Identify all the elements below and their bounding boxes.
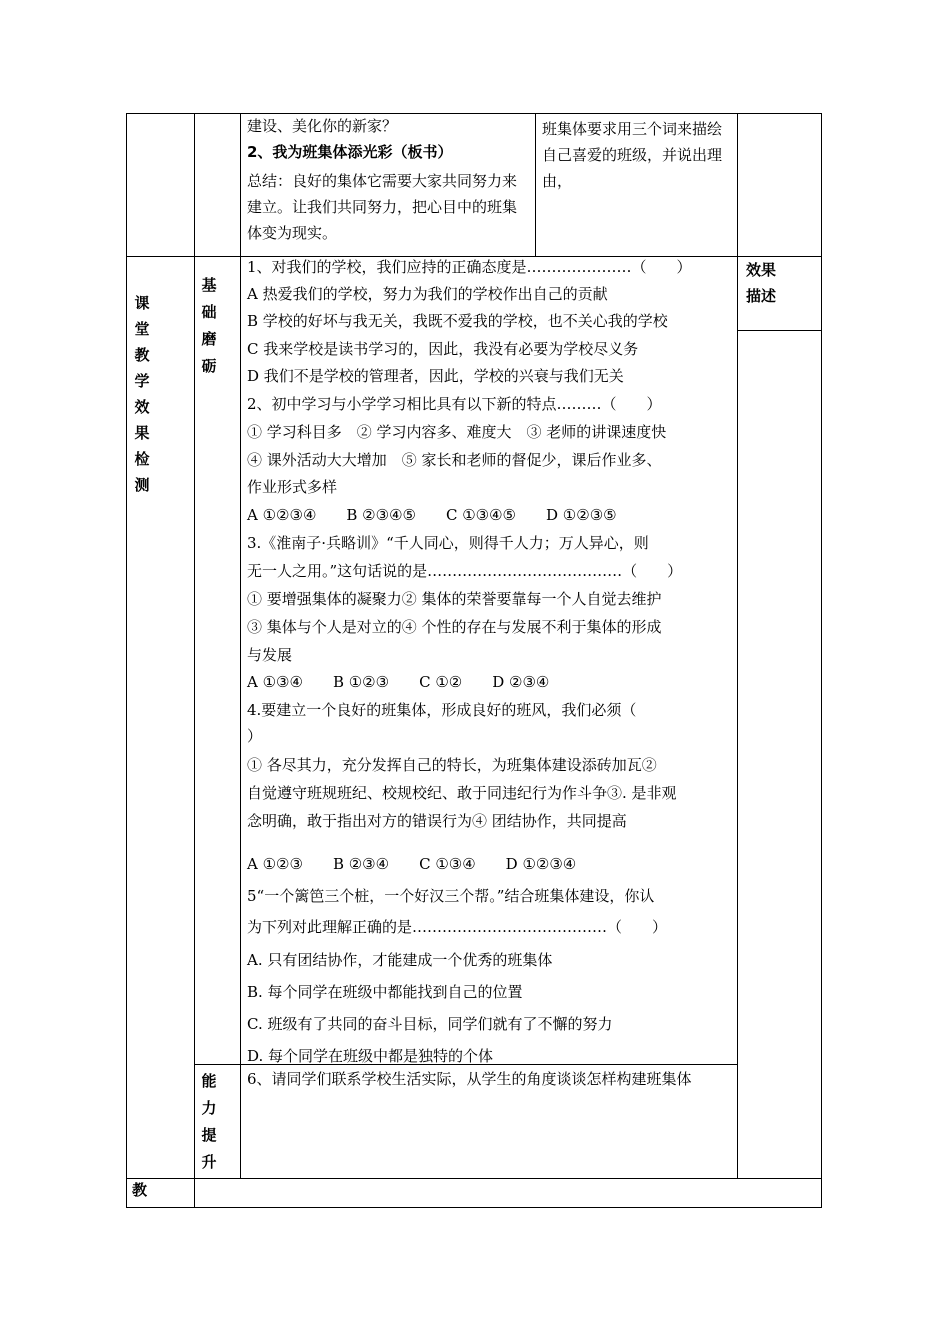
- q1-stem: 1、对我们的学校，我们应持的正确态度是…………………（ ）: [247, 258, 692, 276]
- q3-options: A ①③④ B ①②③ C ①② D ②③④: [247, 673, 550, 691]
- q5-option-c: C. 班级有了共同的奋斗目标，同学们就有了不懈的努力: [247, 1015, 613, 1033]
- q2-options: A ①②③④ B ②③④⑤ C ①③④⑤ D ①②③⑤: [247, 506, 617, 524]
- q3-line-2: 无一人之用。”这句话说的是…………………………………（ ）: [247, 562, 683, 580]
- table-top-border: [126, 113, 821, 114]
- effect-label-divider: [737, 330, 821, 331]
- q1-option-c: C 我来学校是读书学习的，因此，我没有必要为学校尽义务: [247, 340, 639, 358]
- q4-line-2: ）: [247, 727, 263, 745]
- q6-text: 6、请同学们联系学校生活实际，从学生的角度谈谈怎样构建班集体: [247, 1070, 692, 1088]
- table-left-border: [126, 113, 127, 1208]
- q4-line-4: 自觉遵守班规班纪、校规校纪、敢于同违纪行为作斗争③. 是非观: [247, 784, 677, 802]
- top-content-line: 建设、美化你的新家？: [247, 117, 398, 135]
- q2-line-2: ④ 课外活动大大增加 ⑤ 家长和老师的督促少，课后作业多、: [247, 451, 662, 469]
- q2-line-3: 作业形式多样: [247, 478, 338, 496]
- q5-option-a: A. 只有团结协作，才能建成一个优秀的班集体: [247, 951, 553, 969]
- q3-line-3: ① 要增强集体的凝聚力② 集体的荣誉要靠每一个人自觉去维护: [247, 590, 662, 608]
- table-right-border: [821, 113, 822, 1208]
- effect-label: 效果描述: [746, 261, 777, 305]
- q3-line-1: 3.《淮南子·兵略训》“千人同心，则得千人力；万人异心，则: [247, 534, 649, 552]
- q5-line-1: 5“一个篱笆三个桩，一个好汉三个帮。”结合班集体建设，你认: [247, 887, 655, 905]
- summary-text: 总结：良好的集体它需要大家共同努力来建立。让我们共同努力，把心目中的班集体变为现实。: [247, 172, 518, 242]
- q4-line-1: 4.要建立一个良好的班集体，形成良好的班风，我们必须（: [247, 701, 637, 719]
- q3-line-5: 与发展: [247, 646, 293, 664]
- q5-option-d: D. 每个同学在班级中都是独特的个体: [247, 1047, 494, 1065]
- col-divider-1: [194, 113, 195, 1208]
- q1-option-d: D 我们不是学校的管理者，因此，学校的兴衰与我们无关: [247, 367, 624, 385]
- row-divider-teach: [126, 1178, 821, 1179]
- basic-label: 基础磨砺: [201, 276, 217, 375]
- col-divider-4: [737, 113, 738, 1178]
- q5-option-b: B. 每个同学在班级中都能找到自己的位置: [247, 983, 523, 1001]
- q5-line-2: 为下列对此理解正确的是…………………………………（ ）: [247, 918, 668, 936]
- q2-stem: 2、初中学习与小学学习相比具有以下新的特点………（ ）: [247, 395, 662, 413]
- teach-label: 教: [132, 1181, 148, 1199]
- board-heading: 2、我为班集体添光彩（板书）: [247, 143, 453, 161]
- ability-label: 能力提升: [201, 1072, 217, 1171]
- section-label: 课堂教学效果检测: [134, 294, 150, 494]
- q1-option-b: B 学校的好坏与我无关，我既不爱我的学校，也不关心我的学校: [247, 312, 668, 330]
- q2-line-1: ① 学习科目多 ② 学习内容多、难度大 ③ 老师的讲课速度快: [247, 423, 667, 441]
- activity-text: 班集体要求用三个词来描绘自己喜爱的班级，并说出理由，: [542, 120, 723, 190]
- col-divider-2-top: [240, 113, 241, 256]
- q4-options: A ①②③ B ②③④ C ①③④ D ①②③④: [247, 855, 577, 873]
- q1-option-a: A 热爱我们的学校，努力为我们的学校作出自己的贡献: [247, 285, 608, 303]
- q3-line-4: ③ 集体与个人是对立的④ 个性的存在与发展不利于集体的形成: [247, 618, 662, 636]
- q4-line-5: 念明确，敢于指出对方的错误行为④ 团结协作，共同提高: [247, 812, 627, 830]
- q4-line-3: ① 各尽其力，充分发挥自己的特长，为班集体建设添砖加瓦②: [247, 756, 657, 774]
- col-divider-3-top: [535, 113, 536, 256]
- col-divider-2-mid: [240, 256, 241, 1178]
- table-bottom-border: [126, 1207, 821, 1208]
